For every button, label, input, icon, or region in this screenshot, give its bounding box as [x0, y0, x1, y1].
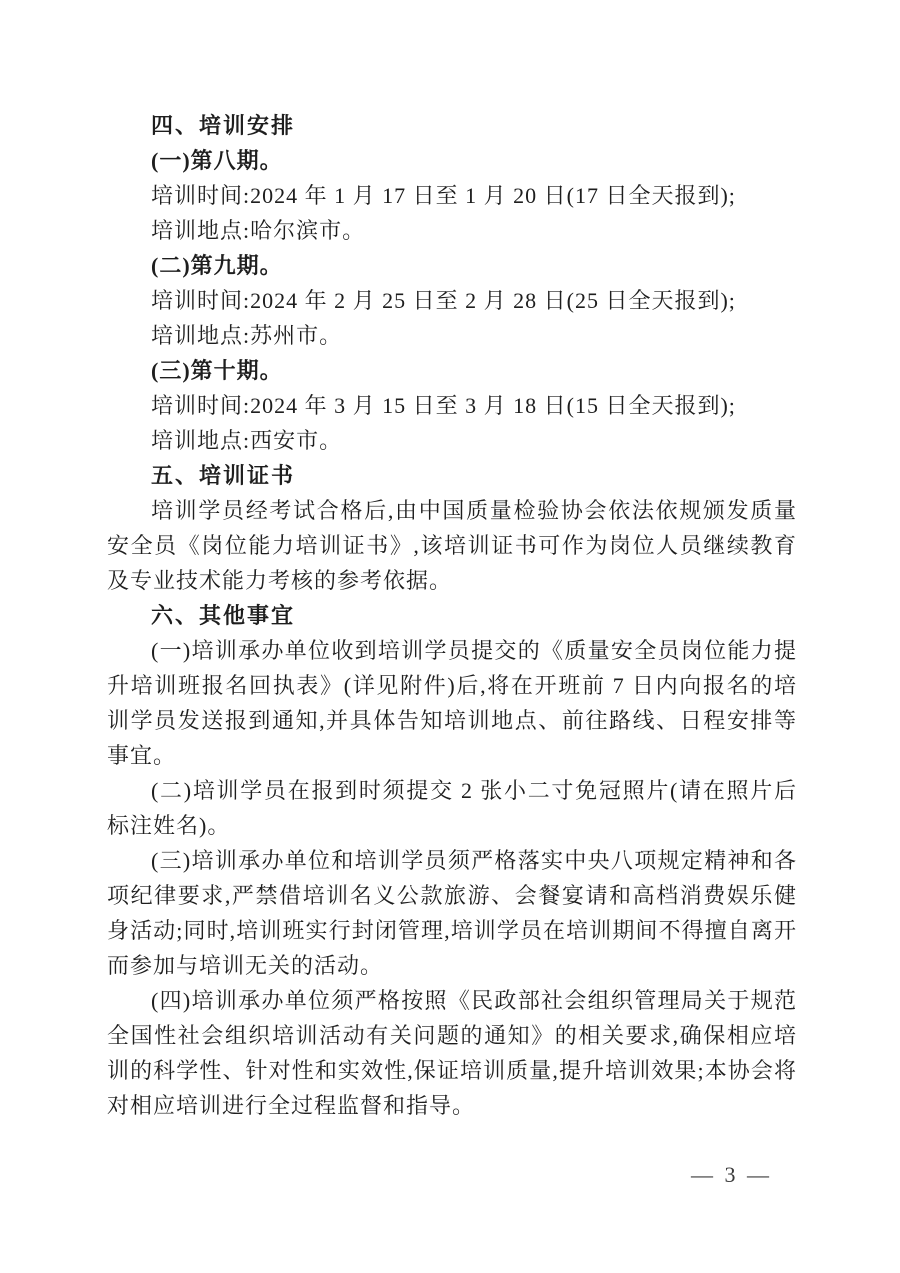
heading-other-matters: 六、其他事宜 [151, 603, 296, 628]
heading-training-arrangement: 四、培训安排 [151, 113, 296, 138]
document-body [107, 108, 797, 1123]
para-certificate-details: 培训学员经考试合格后,由中国质量检验协会依法依规颁发质量安全员《岗位能力培训证书》,该培训证书可作为岗位人员继续教育及专业技术能力考核的参考依据。 [107, 498, 797, 593]
para-other-matters-2: (二)培训学员在报到时须提交 2 张小二寸免冠照片(请在照片后标注姓名)。 [107, 778, 797, 838]
heading-training-certificate: 五、培训证书 [151, 463, 296, 488]
para-session-nine-location: 培训地点:苏州市。 [151, 323, 343, 348]
para-session-nine-time: 培训时间:2024 年 2 月 25 日至 2 月 28 日(25 日全天报到); [151, 288, 736, 313]
para-other-matters-4: (四)培训承办单位须严格按照《民政部社会组织管理局关于规范全国性社会组织培训活动有关问题的通知》的相关要求,确保相应培训的科学性、针对性和实效性,保证培训质量,提升培训效果;本协会将对相应培训进行全过程监督和指导。 [107, 988, 797, 1118]
para-other-matters-1: (一)培训承办单位收到培训学员提交的《质量安全员岗位能力提升培训班报名回执表》(详见附件)后,将在开班前 7 日内向报名的培训学员发送报到通知,并具体告知培训地点、前往路线、日程安排等事宜。 [107, 638, 797, 768]
para-other-matters-3: (三)培训承办单位和培训学员须严格落实中央八项规定精神和各项纪律要求,严禁借培训名义公款旅游、会餐宴请和高档消费娱乐健身活动;同时,培训班实行封闭管理,培训学员在培训期间不得擅自离开而参加与培训无关的活动。 [107, 848, 797, 978]
subheading-session-nine: (二)第九期。 [151, 253, 283, 278]
para-session-ten-location: 培训地点:西安市。 [151, 428, 343, 453]
subheading-session-eight: (一)第八期。 [151, 148, 283, 173]
para-session-eight-time: 培训时间:2024 年 1 月 17 日至 1 月 20 日(17 日全天报到); [151, 183, 736, 208]
subheading-session-ten: (三)第十期。 [151, 358, 283, 383]
page-number: — 3 — [691, 1162, 772, 1187]
para-session-ten-time: 培训时间:2024 年 3 月 15 日至 3 月 18 日(15 日全天报到); [151, 393, 736, 418]
para-session-eight-location: 培训地点:哈尔滨市。 [151, 218, 366, 243]
